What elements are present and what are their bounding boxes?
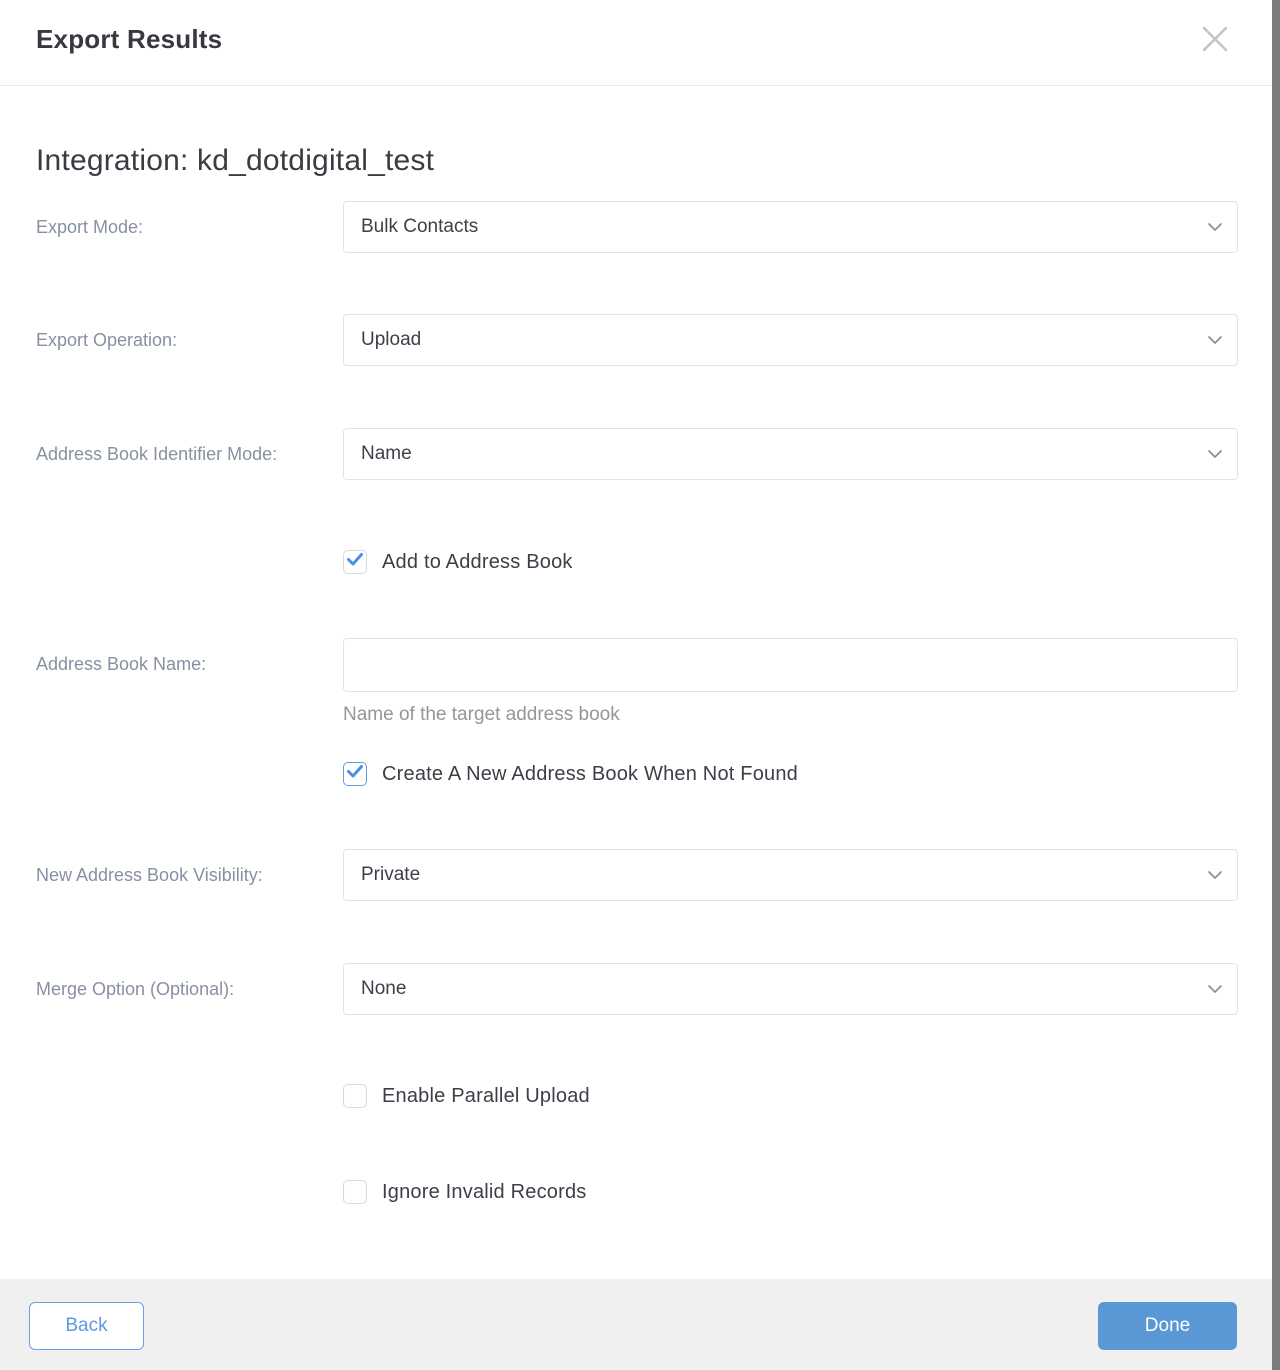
enable-parallel-upload-label: Enable Parallel Upload bbox=[382, 1084, 590, 1107]
chevron-down-icon bbox=[1208, 450, 1222, 459]
address-book-name-label: Address Book Name: bbox=[36, 654, 207, 674]
address-book-identifier-mode-label: Address Book Identifier Mode: bbox=[36, 444, 278, 464]
checkmark-icon bbox=[347, 765, 363, 783]
ignore-invalid-records-label: Ignore Invalid Records bbox=[382, 1180, 587, 1203]
address-book-name-input[interactable] bbox=[343, 638, 1238, 692]
new-address-book-visibility-value: Private bbox=[361, 864, 421, 885]
chevron-down-icon bbox=[1208, 223, 1222, 232]
create-new-address-book-label: Create A New Address Book When Not Found bbox=[382, 762, 798, 785]
merge-option-value: None bbox=[361, 978, 407, 999]
close-icon bbox=[1200, 24, 1230, 59]
create-new-address-book-checkbox-row[interactable] bbox=[343, 762, 1238, 786]
close-button[interactable] bbox=[1198, 24, 1232, 58]
export-mode-row bbox=[36, 201, 1238, 253]
export-mode-label: Export Mode: bbox=[36, 217, 144, 237]
export-operation-value: Upload bbox=[361, 329, 422, 350]
chevron-down-icon bbox=[1208, 871, 1222, 880]
integration-heading: Integration: kd_dotdigital_test bbox=[36, 144, 435, 177]
address-book-name-help: Name of the target address book bbox=[343, 704, 620, 725]
export-operation-row bbox=[36, 314, 1238, 366]
add-to-address-book-label: Add to Address Book bbox=[382, 550, 573, 573]
scrollbar[interactable] bbox=[1272, 0, 1280, 1370]
new-address-book-visibility-select[interactable] bbox=[343, 849, 1238, 901]
export-mode-select[interactable] bbox=[343, 201, 1238, 253]
address-book-identifier-mode-row bbox=[36, 428, 1238, 480]
back-button[interactable]: Back bbox=[29, 1302, 144, 1350]
new-address-book-visibility-row bbox=[36, 849, 1238, 901]
done-button[interactable]: Done bbox=[1098, 1302, 1237, 1350]
address-book-name-row bbox=[36, 638, 1238, 728]
ignore-invalid-records-checkbox[interactable] bbox=[343, 1180, 367, 1204]
merge-option-select[interactable] bbox=[343, 963, 1238, 1015]
modal-header bbox=[0, 0, 1280, 86]
checkmark-icon bbox=[347, 553, 363, 571]
address-book-identifier-mode-value: Name bbox=[361, 443, 412, 464]
modal-body bbox=[0, 86, 1280, 1279]
enable-parallel-upload-checkbox[interactable] bbox=[343, 1084, 367, 1108]
address-book-identifier-mode-select[interactable] bbox=[343, 428, 1238, 480]
add-to-address-book-checkbox[interactable] bbox=[343, 550, 367, 574]
enable-parallel-upload-checkbox-row[interactable] bbox=[343, 1084, 1238, 1108]
modal-footer bbox=[0, 1279, 1280, 1370]
add-to-address-book-checkbox-row[interactable] bbox=[343, 550, 1238, 574]
create-new-address-book-checkbox[interactable] bbox=[343, 762, 367, 786]
chevron-down-icon bbox=[1208, 336, 1222, 345]
export-mode-value: Bulk Contacts bbox=[361, 216, 479, 237]
export-operation-label: Export Operation: bbox=[36, 330, 178, 350]
merge-option-label: Merge Option (Optional): bbox=[36, 979, 235, 999]
modal-title: Export Results bbox=[36, 24, 223, 54]
new-address-book-visibility-label: New Address Book Visibility: bbox=[36, 865, 263, 885]
export-operation-select[interactable] bbox=[343, 314, 1238, 366]
merge-option-row bbox=[36, 963, 1238, 1015]
ignore-invalid-records-checkbox-row[interactable] bbox=[343, 1180, 1238, 1204]
chevron-down-icon bbox=[1208, 985, 1222, 994]
